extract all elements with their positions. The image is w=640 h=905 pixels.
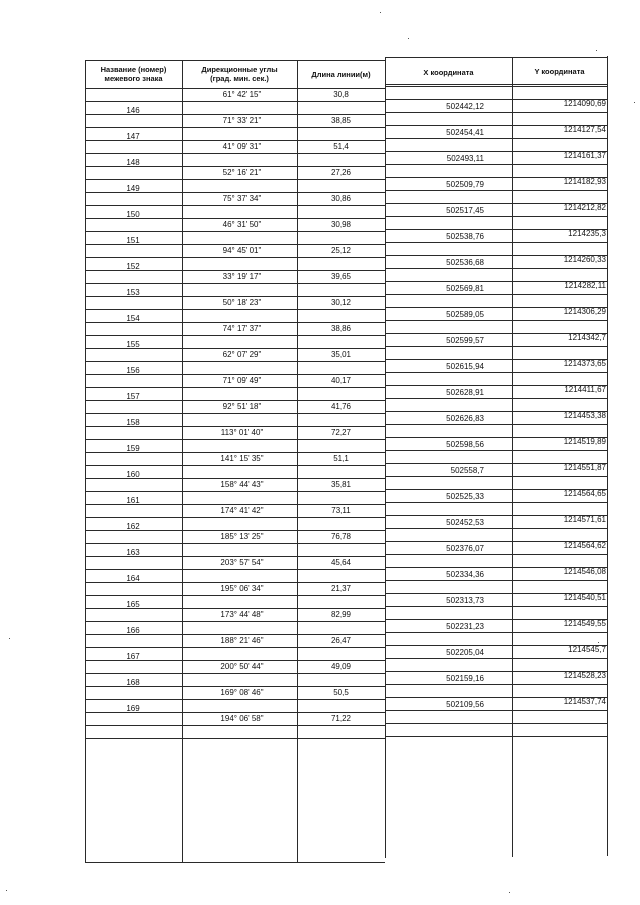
line-length: 25,12 [330, 245, 352, 255]
grid-line [85, 491, 385, 492]
point-name: 156 [126, 365, 140, 375]
x-coordinate: 502442,12 [446, 101, 484, 111]
x-coordinate: 502536,68 [446, 257, 484, 267]
line-length: 45,64 [330, 557, 352, 567]
point-name: 164 [126, 573, 140, 583]
grid-line [385, 723, 608, 724]
point-name: 149 [126, 183, 140, 193]
direction-angle: 71° 09' 49" [222, 375, 262, 385]
grid-line [85, 127, 385, 128]
y-coordinate: 1214182,93 [563, 176, 606, 186]
x-coordinate: 502509,79 [446, 179, 484, 189]
grid-line [85, 231, 385, 232]
x-coordinate: 502598,56 [446, 439, 484, 449]
point-name: 159 [126, 443, 140, 453]
grid-line [85, 60, 385, 61]
y-coordinate: 1214342,7 [568, 332, 606, 342]
y-coordinate: 1214540,51 [563, 592, 606, 602]
direction-angle: 174° 41' 42" [220, 505, 264, 515]
grid-line [385, 658, 608, 659]
point-name: 161 [126, 495, 140, 505]
x-coordinate: 502493,11 [446, 153, 484, 163]
y-coordinate: 1214161,37 [563, 150, 606, 160]
direction-angle: 158° 44' 43" [220, 479, 264, 489]
point-name: 146 [126, 105, 140, 115]
grid-line [385, 190, 608, 191]
x-coordinate: 502599,57 [446, 335, 484, 345]
x-coordinate: 502159,16 [446, 673, 484, 683]
grid-line [85, 387, 385, 388]
header-line-length: Длина линии(м) [311, 69, 371, 79]
x-coordinate: 502376,07 [446, 543, 484, 553]
line-length: 50,5 [333, 687, 349, 697]
grid-line [385, 606, 608, 607]
line-length: 72,27 [330, 427, 352, 437]
point-name: 151 [126, 235, 140, 245]
direction-angle: 41° 09' 31" [222, 141, 262, 151]
grid-line [385, 736, 608, 737]
point-name: 150 [126, 209, 140, 219]
y-coordinate: 1214235,3 [568, 228, 606, 238]
scan-speck [9, 638, 10, 639]
grid-line [85, 60, 86, 863]
x-coordinate: 502334,36 [446, 569, 484, 579]
x-coordinate: 502454,41 [446, 127, 484, 137]
y-coordinate: 1214212,82 [563, 202, 606, 212]
direction-angle: 200° 50' 44" [220, 661, 264, 671]
x-coordinate: 502452,53 [446, 517, 484, 527]
grid-line [85, 673, 385, 674]
grid-line [85, 439, 385, 440]
line-length: 41,76 [330, 401, 352, 411]
y-coordinate: 1214411,67 [564, 384, 606, 394]
y-coordinate: 1214282,11 [564, 280, 606, 290]
point-name: 157 [126, 391, 140, 401]
header-x-coordinate: Х координата [423, 67, 474, 77]
grid-line [85, 465, 385, 466]
scan-speck [596, 50, 597, 51]
grid-line [182, 60, 183, 863]
line-length: 73,11 [331, 505, 351, 515]
line-length: 51,4 [333, 141, 349, 151]
grid-line [385, 502, 608, 503]
point-name: 154 [126, 313, 140, 323]
direction-angle: 71° 33' 21" [222, 115, 262, 125]
line-length: 30,12 [330, 297, 352, 307]
point-name: 165 [126, 599, 140, 609]
header-point-name [85, 60, 182, 88]
y-coordinate: 1214453,38 [563, 410, 606, 420]
direction-angle: 75° 37' 34" [222, 193, 262, 203]
grid-line [385, 684, 608, 685]
grid-line [85, 335, 385, 336]
grid-line [385, 710, 608, 711]
point-name: 153 [126, 287, 140, 297]
line-length: 49,09 [330, 661, 352, 671]
direction-angle: 188° 21' 46" [220, 635, 264, 645]
direction-angle: 61° 42' 15" [222, 89, 262, 99]
direction-angle: 94° 45' 01" [222, 245, 262, 255]
grid-line [85, 595, 385, 596]
scan-speck [408, 38, 409, 39]
grid-line [385, 294, 608, 295]
direction-angle: 194° 06' 58" [220, 713, 264, 723]
grid-line [385, 632, 608, 633]
point-name: 169 [126, 703, 140, 713]
x-coordinate: 502205,04 [446, 647, 484, 657]
grid-line [385, 424, 608, 425]
point-name: 160 [126, 469, 140, 479]
grid-line [85, 738, 385, 739]
x-coordinate: 502589,05 [446, 309, 484, 319]
line-length: 35,01 [330, 349, 352, 359]
direction-angle: 173° 44' 48" [220, 609, 264, 619]
grid-line [607, 56, 608, 856]
x-coordinate: 502525,33 [446, 491, 484, 501]
x-coordinate: 502628,91 [446, 387, 484, 397]
grid-line [385, 450, 608, 451]
y-coordinate: 1214528,23 [563, 670, 606, 680]
grid-line [85, 699, 385, 700]
grid-line [385, 580, 608, 581]
grid-line [85, 179, 385, 180]
point-name: 148 [126, 157, 140, 167]
x-coordinate: 502109,56 [446, 699, 484, 709]
direction-angle: 62° 07' 29" [222, 349, 262, 359]
y-coordinate: 1214545,7 [568, 644, 606, 654]
scan-speck [6, 890, 7, 891]
line-length: 71,22 [330, 713, 352, 723]
header-point-name-line1: Название (номер) [100, 65, 167, 74]
x-coordinate: 502538,76 [446, 231, 484, 241]
grid-line [385, 242, 608, 243]
grid-line [512, 57, 513, 857]
grid-line [385, 58, 386, 858]
y-coordinate: 1214546,08 [563, 566, 606, 576]
grid-line [385, 346, 608, 347]
grid-line [85, 725, 385, 726]
grid-line [85, 621, 385, 622]
direction-angle: 46° 31' 50" [222, 219, 262, 229]
grid-line [385, 86, 608, 87]
y-coordinate: 1214373,65 [563, 358, 606, 368]
point-name: 163 [126, 547, 140, 557]
grid-line [385, 112, 608, 113]
y-coordinate: 1214537,74 [563, 696, 606, 706]
grid-line [85, 283, 385, 284]
x-coordinate: 502626,83 [446, 413, 484, 423]
line-length: 76,78 [330, 531, 352, 541]
grid-line [385, 138, 608, 139]
grid-line [385, 57, 608, 58]
grid-line [85, 153, 385, 154]
point-name: 152 [126, 261, 140, 271]
grid-line [85, 257, 385, 258]
grid-line [85, 205, 385, 206]
grid-line [385, 216, 608, 217]
grid-line [385, 372, 608, 373]
y-coordinate: 1214260,33 [563, 254, 606, 264]
grid-line [385, 320, 608, 321]
scan-speck [380, 12, 381, 13]
grid-line [85, 517, 385, 518]
grid-line [385, 164, 608, 165]
grid-line [85, 862, 385, 863]
direction-angle: 195° 06' 34" [220, 583, 264, 593]
x-coordinate: 502313,73 [446, 595, 484, 605]
y-coordinate: 1214564,65 [563, 488, 606, 498]
direction-angle: 50° 18' 23" [222, 297, 262, 307]
line-length: 38,86 [330, 323, 352, 333]
line-length: 26,47 [330, 635, 352, 645]
line-length: 51,1 [333, 453, 349, 463]
header-y-coordinate: Y координата [534, 66, 585, 76]
grid-line [385, 84, 608, 85]
y-coordinate: 1214306,29 [563, 306, 606, 316]
y-coordinate: 1214571,61 [563, 514, 606, 524]
direction-angle: 92° 51' 18" [222, 401, 262, 411]
y-coordinate: 1214549,55 [563, 618, 606, 628]
point-name: 147 [126, 131, 140, 141]
direction-angle: 185° 13' 25" [220, 531, 264, 541]
direction-angle: 52° 16' 21" [222, 167, 262, 177]
grid-line [85, 569, 385, 570]
grid-line [385, 268, 608, 269]
grid-line [385, 554, 608, 555]
line-length: 40,17 [330, 375, 352, 385]
direction-angle: 203° 57' 54" [220, 557, 264, 567]
direction-angle: 74° 17' 37" [222, 323, 262, 333]
direction-angle: 113° 01' 40" [220, 427, 264, 437]
grid-line [85, 361, 385, 362]
direction-angle: 169° 08' 46" [220, 687, 264, 697]
header-direction-angle [182, 60, 297, 88]
point-name: 168 [126, 677, 140, 687]
x-coordinate: 502558,7 [450, 465, 484, 475]
header-direction-angle-line2: (град. мин. сек.) [210, 74, 269, 83]
grid-line [85, 413, 385, 414]
line-length: 30,8 [333, 89, 349, 99]
x-coordinate: 502231,23 [446, 621, 484, 631]
header-point-name-line2: межевого знака [104, 74, 163, 83]
line-length: 35,81 [330, 479, 352, 489]
point-name: 158 [126, 417, 140, 427]
grid-line [297, 60, 298, 863]
y-coordinate: 1214564,62 [563, 540, 606, 550]
header-direction-angle-line1: Дирекционные углы [201, 65, 278, 74]
point-name: 162 [126, 521, 140, 531]
grid-line [385, 398, 608, 399]
grid-line [85, 647, 385, 648]
line-length: 39,65 [330, 271, 352, 281]
line-length: 30,98 [330, 219, 352, 229]
x-coordinate: 502569,81 [446, 283, 484, 293]
grid-line [385, 528, 608, 529]
y-coordinate: 1214090,69 [563, 98, 606, 108]
grid-line [85, 101, 385, 102]
direction-angle: 33° 19' 17" [222, 271, 262, 281]
scan-speck [598, 642, 599, 643]
y-coordinate: 1214551,87 [563, 462, 606, 472]
y-coordinate: 1214127,54 [563, 124, 606, 134]
line-length: 30,86 [330, 193, 352, 203]
point-name: 167 [126, 651, 140, 661]
line-length: 27,26 [330, 167, 352, 177]
x-coordinate: 502615,94 [446, 361, 484, 371]
x-coordinate: 502517,45 [446, 205, 484, 215]
grid-line [85, 309, 385, 310]
line-length: 82,99 [330, 609, 352, 619]
scan-speck [634, 102, 635, 103]
point-name: 166 [126, 625, 140, 635]
line-length: 21,37 [330, 583, 352, 593]
line-length: 38,85 [330, 115, 352, 125]
point-name: 155 [126, 339, 140, 349]
scan-speck [509, 892, 510, 893]
y-coordinate: 1214519,89 [563, 436, 606, 446]
grid-line [385, 476, 608, 477]
direction-angle: 141° 15' 35" [220, 453, 264, 463]
grid-line [85, 543, 385, 544]
